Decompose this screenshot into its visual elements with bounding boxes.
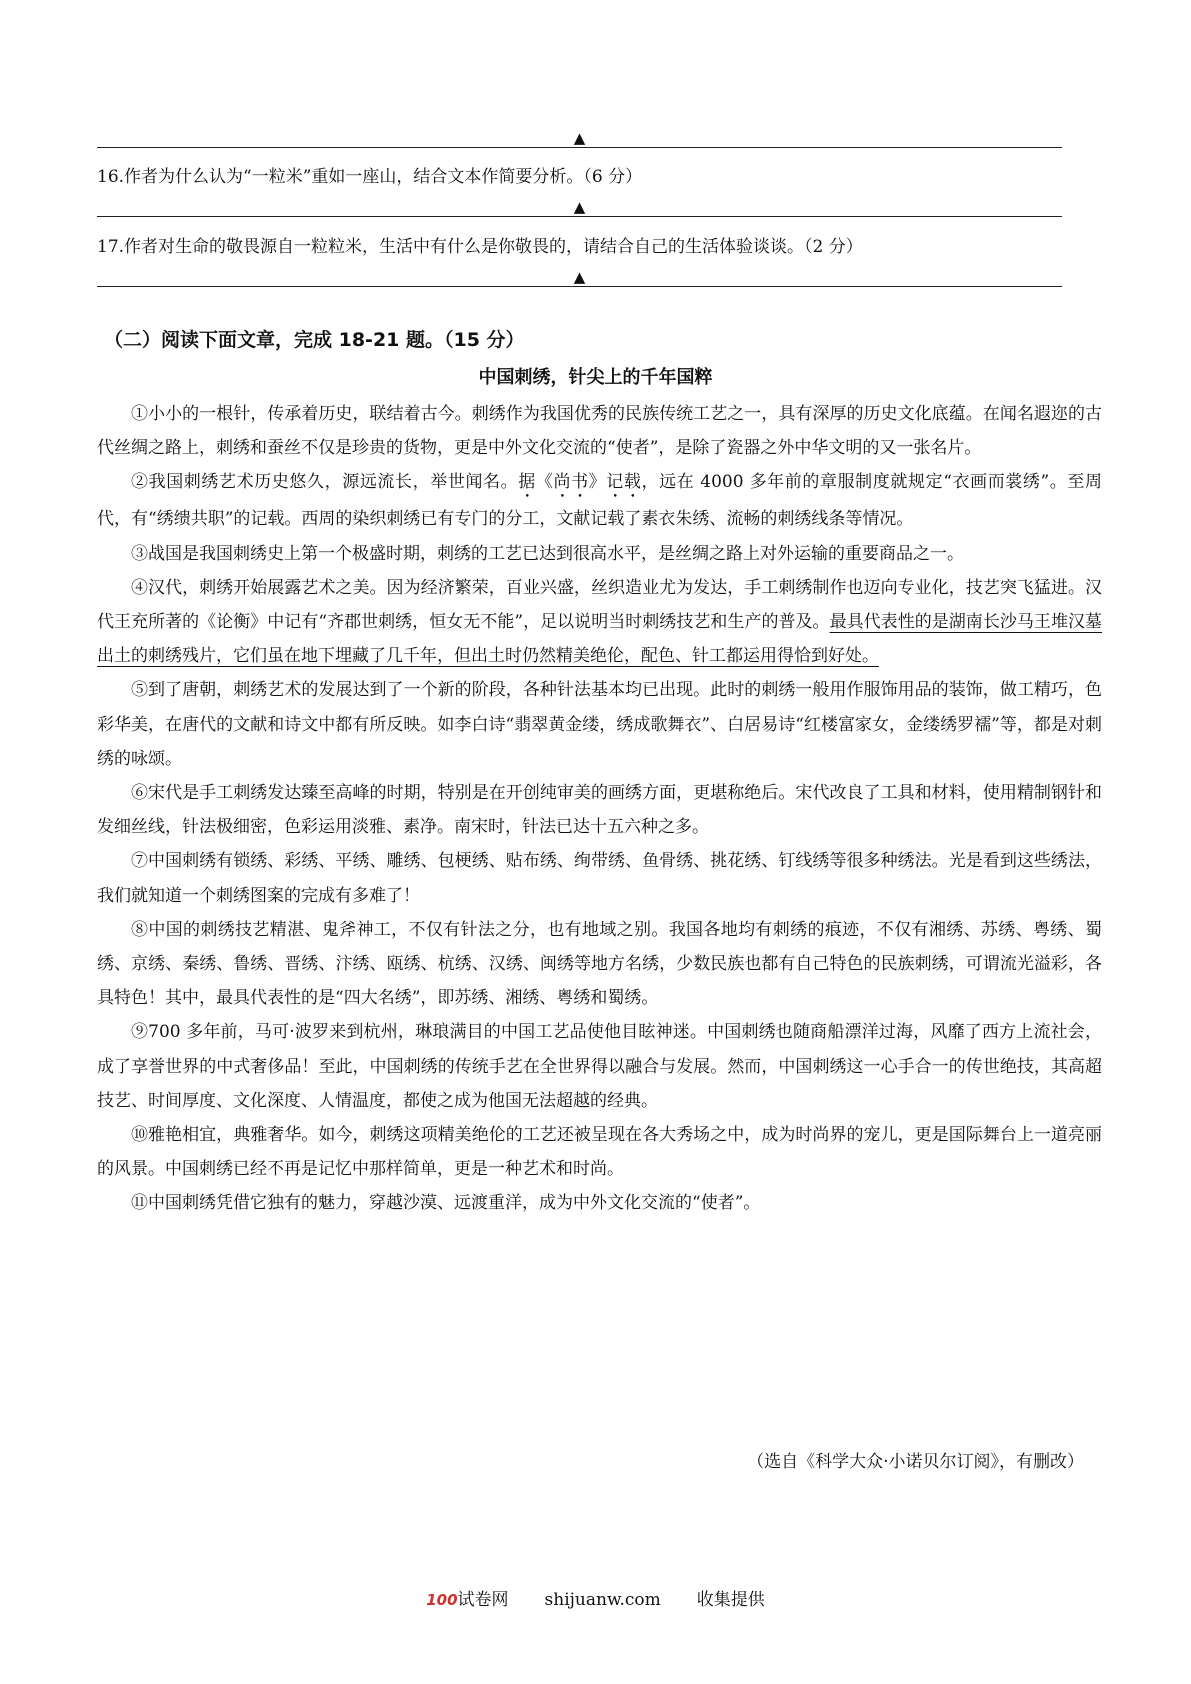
paragraph-7: ⑦中国刺绣有锁绣、彩绣、平绣、雕绣、包梗绣、贴布绣、绚带绣、鱼骨绣、挑花绣、钉线绣等很多种绣法。光是看到这些绣法，我们就知道一个刺绣图案的完成有多难了！	[97, 851, 1102, 906]
answer-line	[97, 216, 1062, 217]
footer-note: 收集提供	[696, 1590, 765, 1610]
paragraph-4-text: ④汉代，刺绣开始展露艺术之美。因为经济繁荣，百业兴盛，丝织造业尤为发达，手工刺绣制作也迈向专业化，技艺突飞猛进。汉代王充所著的《论衡》中记有“齐郡世刺绣，恒女无不能”，足以说明当时刺绣技艺和生产的普及。	[97, 577, 1102, 633]
paragraph-3: ③战国是我国刺绣史上第一个极盛时期，刺绣的工艺已达到很高水平，是丝绸之路上对外运输的重要商品之一。	[131, 543, 964, 564]
paragraph-8: ⑧中国的刺绣技艺精湛、鬼斧神工，不仅有针法之分，也有地域之别。我国各地均有刺绣的痕迹，不仅有湘绣、苏绣、粤绣、蜀绣、京绣、秦绣、鲁绣、晋绣、汴绣、瓯绣、杭绣、汉绣、闽绣等地方名绣，少数民族也都有自己特色的民族刺绣，可谓流光溢彩，各具特色！其中，最具代表性的是“四大名绣”，即苏绣、湘绣、粤绣和蜀绣。	[97, 919, 1102, 1009]
paragraph-9: ⑨700 多年前，马可·波罗来到杭州，琳琅满目的中国工艺品使他目眩神迷。中国刺绣也随商船漂洋过海，风靡了西方上流社会，成了享誉世界的中式奢侈品！至此，中国刺绣的传统手艺在全世界得以融合与发展。然而，中国刺绣这一心手合一的传世绝技，其高超技艺、时间厚度、文化深度、人情温度，都使之成为他国无法超越的经典。	[97, 1022, 1102, 1111]
section-heading: （二）阅读下面文章，完成 18-21 题。（15 分）	[104, 329, 525, 351]
answer-line	[97, 286, 1062, 287]
answer-triangle-icon: ▲	[573, 129, 586, 147]
paragraph-11: ⑪中国刺绣凭借它独有的魅力，穿越沙漠、远渡重洋，成为中外文化交流的“使者”。	[131, 1193, 761, 1214]
paragraph-10: ⑩雅艳相宜，典雅奢华。如今，刺绣这项精美绝伦的工艺还被呈现在各大秀场之中，成为时尚界的宠儿，更是国际舞台上一道亮丽的风景。中国刺绣已经不再是记忆中那样简单，更是一种艺术和时尚。	[97, 1125, 1102, 1180]
question-17: 17.作者对生命的敬畏源自一粒粒米，生活中有什么是你敬畏的，请结合自己的生活体验谈谈。（2 分）	[97, 237, 863, 257]
site-name: 试卷网	[457, 1590, 509, 1610]
paragraph-2	[97, 465, 1102, 536]
paragraph-6: ⑥宋代是手工刺绣发达臻至高峰的时期，特别是在开创纯审美的画绣方面，更堪称绝后。宋代改良了工具和材料，使用精制钢针和发细丝线，针法极细密，色彩运用淡雅、素净。南宋时，针法已达十五六种之多。	[97, 783, 1102, 838]
article-title: 中国刺绣，针尖上的千年国粹	[478, 367, 713, 388]
paragraph-1: ①小小的一根针，传承着历史，联结着古今。刺绣作为我国优秀的民族传统工艺之一，具有深厚的历史文化底蕴。在闻名遐迩的古代丝绸之路上，刺绣和蚕丝不仅是珍贵的货物，更是中外文化交流的“使者”，是除了瓷器之外中华文明的又一张名片。	[97, 404, 1102, 459]
paragraph-4	[97, 571, 1102, 674]
question-16: 16.作者为什么认为“一粒米”重如一座山，结合文本作简要分析。（6 分）	[97, 167, 643, 187]
answer-triangle-icon: ▲	[573, 268, 586, 286]
site-domain[interactable]: shijuanw.com	[544, 1590, 661, 1610]
answer-triangle-icon: ▲	[573, 198, 586, 216]
answer-line	[97, 147, 1062, 148]
paragraph-2-text-a: ②我国刺绣艺术历史悠久，源远流长，举世闻名。	[131, 472, 519, 493]
paragraph-5: ⑤到了唐朝，刺绣艺术的发展达到了一个新的阶段，各种针法基本均已出现。此时的刺绣一般用作服饰用品的装饰，做工精巧，色彩华美，在唐代的文献和诗文中都有所反映。如李白诗“翡翠黄金缕，绣成歌舞衣”、白居易诗“红楼富家女，金缕绣罗襦”等，都是对刺绣的咏颂。	[97, 680, 1102, 769]
page-footer	[0, 1585, 1191, 1610]
article-body	[97, 397, 1102, 1221]
underlined-sentence: 最具代表性的是湖南长沙马王堆汉墓出土的刺绣残片，它们虽在地下埋藏了几千年，但出土时仍然精美绝伦，配色、针工都运用得恰到好处。	[97, 612, 1103, 667]
article-source: （选自《科学大众·小诺贝尔订阅》，有删改）	[747, 1452, 1084, 1472]
site-logo: 100	[426, 1591, 458, 1609]
paragraph-2-text-b: ，远在 4000 多年前的章服制度就规定“衣画而裳绣”。至周代，有“绣缋共职”的记载。西周的染织刺绣已有专门的分工，文献记载了素衣朱绣、流畅的刺绣线条等情况。	[97, 472, 1103, 530]
emphasized-citation: 据《尚书》记载	[518, 472, 642, 493]
